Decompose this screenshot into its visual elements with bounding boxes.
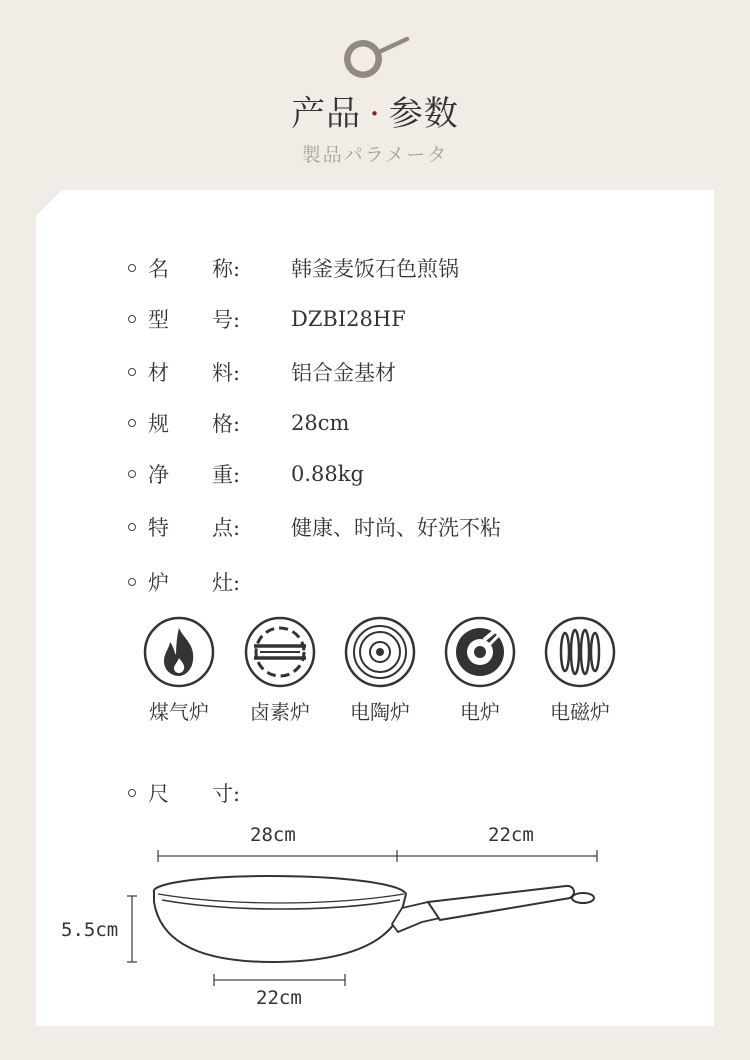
spec-key: 材: [148, 361, 169, 385]
spec-key-suffix: 号:: [212, 308, 241, 332]
page-subtitle: 製品パラメータ: [301, 144, 449, 166]
spec-value: 0.88kg: [291, 462, 364, 486]
spec-key-suffix: 灶:: [212, 571, 241, 595]
height-label: 5.5cm: [61, 919, 119, 941]
spec-value: 韩釜麦饭石色煎锅: [291, 257, 459, 281]
stove-label: 电陶炉: [350, 700, 410, 724]
stove-label: 卤素炉: [250, 700, 310, 724]
stove-label: 电磁炉: [550, 700, 610, 724]
spec-key-suffix: 料:: [212, 361, 241, 385]
pan-width-label: 28cm: [250, 824, 296, 846]
spec-key-suffix: 重:: [212, 463, 241, 487]
title-dot: ·: [369, 94, 381, 134]
spec-key: 型: [148, 308, 169, 332]
spec-key-suffix: 称:: [212, 257, 241, 281]
spec-key-suffix: 格:: [212, 412, 241, 436]
stove-label: 电炉: [460, 700, 500, 724]
bottom-width-label: 22cm: [256, 987, 302, 1009]
spec-key: 尺: [148, 782, 169, 806]
spec-key: 净: [148, 463, 169, 487]
spec-value: 28cm: [291, 411, 350, 435]
spec-key: 名: [148, 257, 169, 281]
title-right: 参数: [388, 94, 459, 134]
spec-key-suffix: 点:: [212, 516, 241, 540]
spec-value: 铝合金基材: [291, 361, 396, 385]
spec-key: 规: [148, 412, 169, 436]
spec-key-suffix: 寸:: [212, 782, 241, 806]
stove-label: 煤气炉: [149, 700, 209, 724]
title-left: 产品: [291, 94, 362, 134]
spec-key: 特: [148, 516, 169, 540]
spec-value: 健康、时尚、好洗不粘: [291, 516, 501, 540]
spec-value: DZBI28HF: [291, 307, 406, 331]
spec-key: 炉: [148, 571, 169, 595]
handle-length-label: 22cm: [488, 824, 534, 846]
